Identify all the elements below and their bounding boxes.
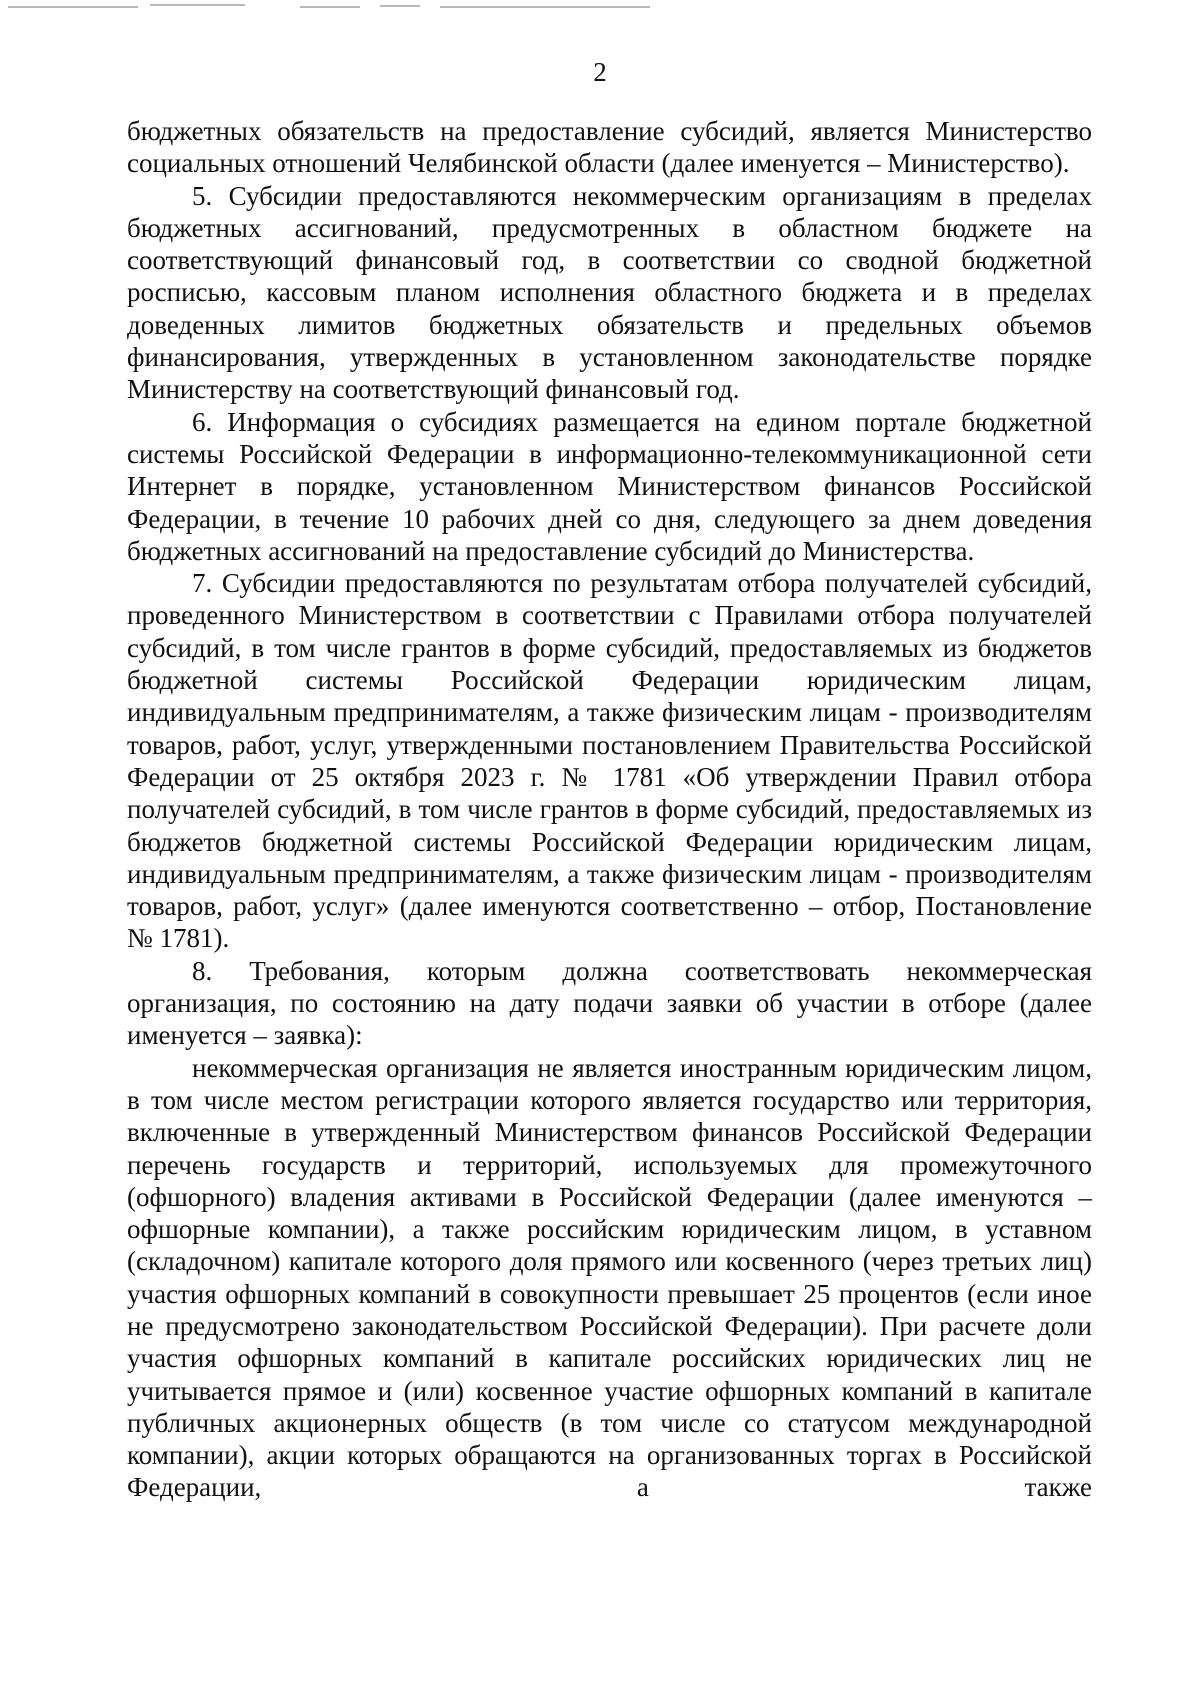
paragraph-6: 6. Информация о субсидиях размещается на едином портале бюджетной системы Российской Федерации в информационно-телекоммуникационной сети Интернет в порядке, установленном Министерством финансов Российской Федерации, в течение 10 рабочих дней со дня, следующего за днем доведения бюджетных ассигнований на предоставление субсидий до Министерства.	[127, 406, 1092, 566]
paragraph-5: 5. Субсидии предоставляются некоммерческим организациям в пределах бюджетных ассигнований, предусмотренных в областном бюджете на соответствующий финансовый год, в соответствии со сводной бюджетной росписью, кассовым планом исполнения областного бюджета и в пределах доведенных лимитов бюджетных обязательств и предельных объемов финансирования, утвержденных в установленном законодательстве порядке Министерству на соответствующий финансовый год.	[127, 180, 1092, 405]
scan-edge-artifact	[0, 0, 700, 14]
page-number: 2	[593, 57, 607, 87]
paragraph-8: 8. Требования, которым должна соответствовать некоммерческая организация, по состоянию на дату подачи заявки об участии в отборе (далее именуется – заявка):	[127, 955, 1092, 1051]
paragraph-continuation: бюджетных обязательств на предоставление субсидий, является Министерство социальных отношений Челябинской области (далее именуется – Министерство).	[127, 116, 1092, 179]
paragraph-7: 7. Субсидии предоставляются по результатам отбора получателей субсидий, проведенного Министерством в соответствии с Правилами отбора получателей субсидий, в том числе грантов в форме субсидий, предоставляемых из бюджетов бюджетной системы Российской Федерации юридическим лицам, индивидуальным предпринимателям, а также физическим лицам - производителям товаров, работ, услуг, утвержденными постановлением Правительства Российской Федерации от 25 октября 2023 г. № 1781 «Об утверждении Правил отбора получателей субсидий, в том числе грантов в форме субсидий, предоставляемых из бюджетов бюджетной системы Российской Федерации юридическим лицам, индивидуальным предпринимателям, а также физическим лицам - производителям товаров, работ, услуг» (далее именуются соответственно – отбор, Постановление № 1781).	[127, 568, 1092, 954]
document-body	[127, 115, 1092, 1504]
paragraph-requirement-1: некоммерческая организация не является иностранным юридическим лицом, в том числе местом регистрации которого является государство или территория, включенные в утвержденный Министерством финансов Российской Федерации перечень государств и территорий, используемых для промежуточного (офшорного) владения активами в Российской Федерации (далее именуются – офшорные компании), а также российским юридическим лицом, в уставном (складочном) капитале которого доля прямого или косвенного (через третьих лиц) участия офшорных компаний в совокупности превышает 25 процентов (если иное не предусмотрено законодательством Российской Федерации). При расчете доли участия офшорных компаний в капитале российских юридических лиц не учитывается прямое и (или) косвенное участие офшорных компаний в капитале публичных акционерных обществ (в том числе со статусом международной компании), акции которых обращаются на организованных торгах в Российской Федерации, а также	[127, 1052, 1092, 1503]
